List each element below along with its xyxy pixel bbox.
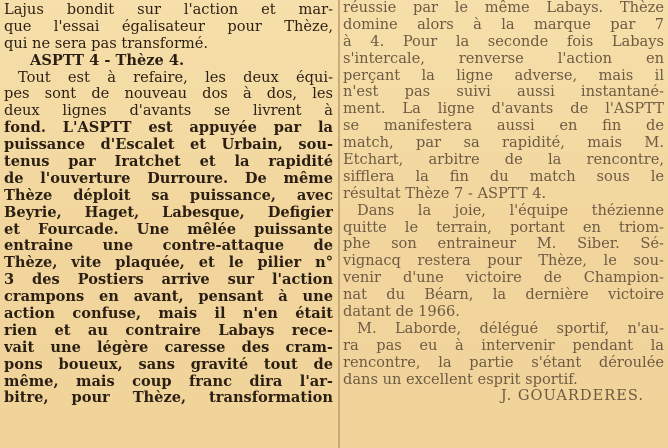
text-line: que l'essai égalisateur pour Thèze, (4, 18, 333, 35)
text-line: pons boueux, sans gravité tout de (4, 356, 333, 373)
author-signature: J. GOUARDERES. (500, 388, 644, 405)
text-line: perçant la ligne adverse, mais il (343, 67, 664, 84)
text-line: tenus par Iratchet et la rapidité (4, 154, 333, 171)
text-line: même, mais coup franc dira l'ar- (4, 373, 333, 390)
text-line: M. Laborde, délégué sportif, n'au- (357, 320, 664, 337)
text-line: ra pas eu à intervenir pendant la (343, 337, 664, 354)
text-line: Thèze déploit sa puissance, avec (4, 187, 333, 204)
text-line: 3 des Postiers arrive sur l'action (4, 272, 333, 289)
right-column (343, 0, 668, 448)
text-line: de l'ouverture Durroure. De même (4, 170, 333, 187)
text-line: entraine une contre-attaque de (4, 238, 333, 255)
text-line: phe son entraineur M. Siber. Sé- (343, 236, 664, 253)
text-line: venir d'une victoire de Champion- (343, 270, 664, 287)
text-line: pes sont de nouveau dos à dos, les (4, 86, 333, 103)
text-line: ment. La ligne d'avants de l'ASPTT (343, 101, 664, 118)
text-line: à 4. Pour la seconde fois Labays (343, 33, 664, 50)
text-line: résultat Thèze 7 - ASPTT 4. (343, 185, 547, 202)
text-line: Lajus bondit sur l'action et mar- (4, 2, 333, 18)
text-line: vait une légère caresse des cram- (4, 339, 333, 356)
text-line: puissance d'Escalet et Urbain, sou- (4, 137, 333, 154)
text-line: action confuse, mais il n'en était (4, 306, 333, 323)
text-line: et Fourcade. Une mêlée puissante (4, 221, 333, 238)
text-line: bitre, pour Thèze, transformation (4, 390, 333, 407)
text-line: qui ne sera pas transformé. (4, 35, 209, 52)
text-line: match, par sa rapidité, mais M. (343, 135, 664, 152)
text-line: se manifestera aussi en fin de (343, 118, 664, 135)
text-line: Etchart, arbitre de la rencontre, (343, 152, 664, 169)
text-line: rien et au contraire Labays rece- (4, 322, 333, 339)
text-line: s'intercale, renverse l'action en (343, 50, 664, 67)
text-line: domine alors à la marque par 7 (343, 16, 664, 33)
text-line: Tout est à refaire, les deux équi- (18, 69, 333, 86)
text-line: vignacq restera pour Thèze, le sou- (343, 253, 664, 270)
text-line: rencontre, la partie s'étant déroulée (343, 354, 664, 371)
text-line: crampons en avant, pensant à une (4, 289, 333, 306)
column-divider (338, 0, 340, 448)
text-line: sifflera la fin du match sous le (343, 168, 664, 185)
text-line: datant de 1966. (343, 304, 460, 321)
text-line: n'est pas suivi aussi instantané- (343, 84, 664, 101)
text-line: dans un excellent esprit sportif. (343, 371, 578, 388)
text-line: Dans la joie, l'équipe thézienne (357, 202, 664, 219)
text-line: quitte le terrain, portant en triom- (343, 219, 664, 236)
text-line: réussie par le même Labays. Thèze (343, 0, 664, 16)
score-heading: ASPTT 4 - Thèze 4. (30, 52, 185, 69)
text-line: Thèze, vite plaquée, et le pilier n° (4, 255, 333, 272)
text-line: deux lignes d'avants se livrent à (4, 103, 333, 120)
text-line: fond. L'ASPTT est appuyée par la (4, 120, 333, 137)
text-line: Beyrie, Haget, Labesque, Defigier (4, 204, 333, 221)
text-line: nat du Béarn, la dernière victoire (343, 287, 664, 304)
